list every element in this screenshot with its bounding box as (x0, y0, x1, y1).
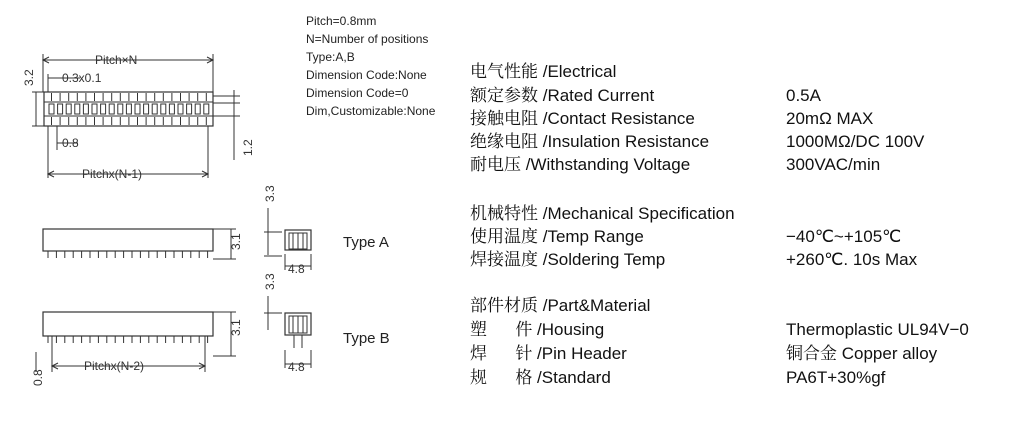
type-b-end-view (264, 296, 311, 368)
temp-range-value: −40℃~+105℃ (786, 227, 902, 246)
top-view-pin-cell (161, 104, 166, 114)
standard-value: PA6T+30%gf (786, 368, 886, 387)
note-dim-customizable: Dim,Customizable:None (306, 104, 436, 118)
temp-range-label: 使用温度 /Temp Range (470, 227, 644, 246)
note-dimension-code-zero: Dimension Code=0 (306, 86, 409, 100)
soldering-temp-value: +260℃. 10s Max (786, 250, 918, 269)
label-dim-3-1-b: 3.1 (229, 319, 243, 336)
note-number-of-positions: N=Number of positions (306, 32, 429, 46)
standard-label: 规 格 /Standard (470, 368, 611, 387)
top-view-pin-cell (169, 104, 174, 114)
withstanding-voltage-label: 耐电压 /Withstanding Voltage (470, 155, 691, 174)
contact-resistance-label: 接触电阻 /Contact Resistance (470, 109, 695, 128)
material-heading: 部件材质 /Part&Material (470, 296, 651, 315)
rated-current-value: 0.5A (786, 86, 821, 105)
top-view-pin-cell (195, 104, 200, 114)
top-view-pin-cell (178, 104, 183, 114)
top-view-pin-cell (135, 104, 140, 114)
label-dim-0-8-b: 0.8 (31, 369, 45, 386)
top-view-pin-cell (109, 104, 114, 114)
label-dim-3-1-a: 3.1 (229, 233, 243, 250)
top-view-pin-cell (83, 104, 88, 114)
label-dim-0-3x0-1: 0.3x0.1 (62, 71, 102, 85)
soldering-temp-label: 焊接温度 /Soldering Temp (470, 250, 666, 269)
pin-header-label: 焊 针 /Pin Header (470, 344, 627, 363)
type-a-end-view (264, 208, 311, 270)
top-view-pin-cell (126, 104, 131, 114)
top-view-pin-cell (101, 104, 106, 114)
top-view-pin-cell (144, 104, 149, 114)
label-dim-1-2: 1.2 (241, 139, 255, 156)
label-pitch-n-minus-2: Pitchx(N-2) (84, 359, 145, 373)
note-pitch: Pitch=0.8mm (306, 14, 377, 28)
insulation-resistance-label: 绝缘电阻 /Insulation Resistance (470, 132, 710, 151)
label-pitch-n-minus-1: Pitchx(N-1) (82, 167, 143, 181)
label-dim-0-8: 0.8 (62, 136, 79, 150)
mechanical-heading: 机械特性 /Mechanical Specification (470, 204, 735, 223)
withstanding-voltage-value: 300VAC/min (786, 155, 881, 174)
top-view-pin-cell (66, 104, 71, 114)
rated-current-label: 额定参数 /Rated Current (470, 86, 655, 105)
electrical-heading: 电气性能 /Electrical (470, 62, 617, 81)
housing-value: Thermoplastic UL94V−0 (786, 320, 969, 339)
label-dim-3-3-a: 3.3 (263, 185, 277, 202)
pin-header-value: 铜合金 Copper alloy (786, 344, 938, 363)
label-dim-4-8-b: 4.8 (288, 360, 305, 374)
type-b-label: Type B (343, 330, 390, 347)
contact-resistance-value: 20mΩ MAX (786, 109, 874, 128)
label-pitch-n: Pitch×N (95, 53, 138, 67)
top-view-pin-cell (152, 104, 157, 114)
label-dim-3-2: 3.2 (22, 69, 36, 86)
label-dim-4-8-a: 4.8 (288, 262, 305, 276)
top-view-pin-cell (49, 104, 54, 114)
top-view-pin-cell (204, 104, 209, 114)
top-view-pin-cell (58, 104, 63, 114)
note-dimension-code-none: Dimension Code:None (306, 68, 427, 82)
insulation-resistance-value: 1000MΩ/DC 100V (786, 132, 925, 151)
top-view-pin-cell (187, 104, 192, 114)
top-view-pin-cell (75, 104, 80, 114)
type-a-side-view (43, 229, 236, 259)
note-type: Type:A,B (306, 50, 355, 64)
top-view-pin-cell (92, 104, 97, 114)
housing-label: 塑 件 /Housing (470, 320, 605, 339)
top-view-pin-cell (118, 104, 123, 114)
type-a-label: Type A (343, 234, 389, 251)
label-dim-3-3-b: 3.3 (263, 273, 277, 290)
